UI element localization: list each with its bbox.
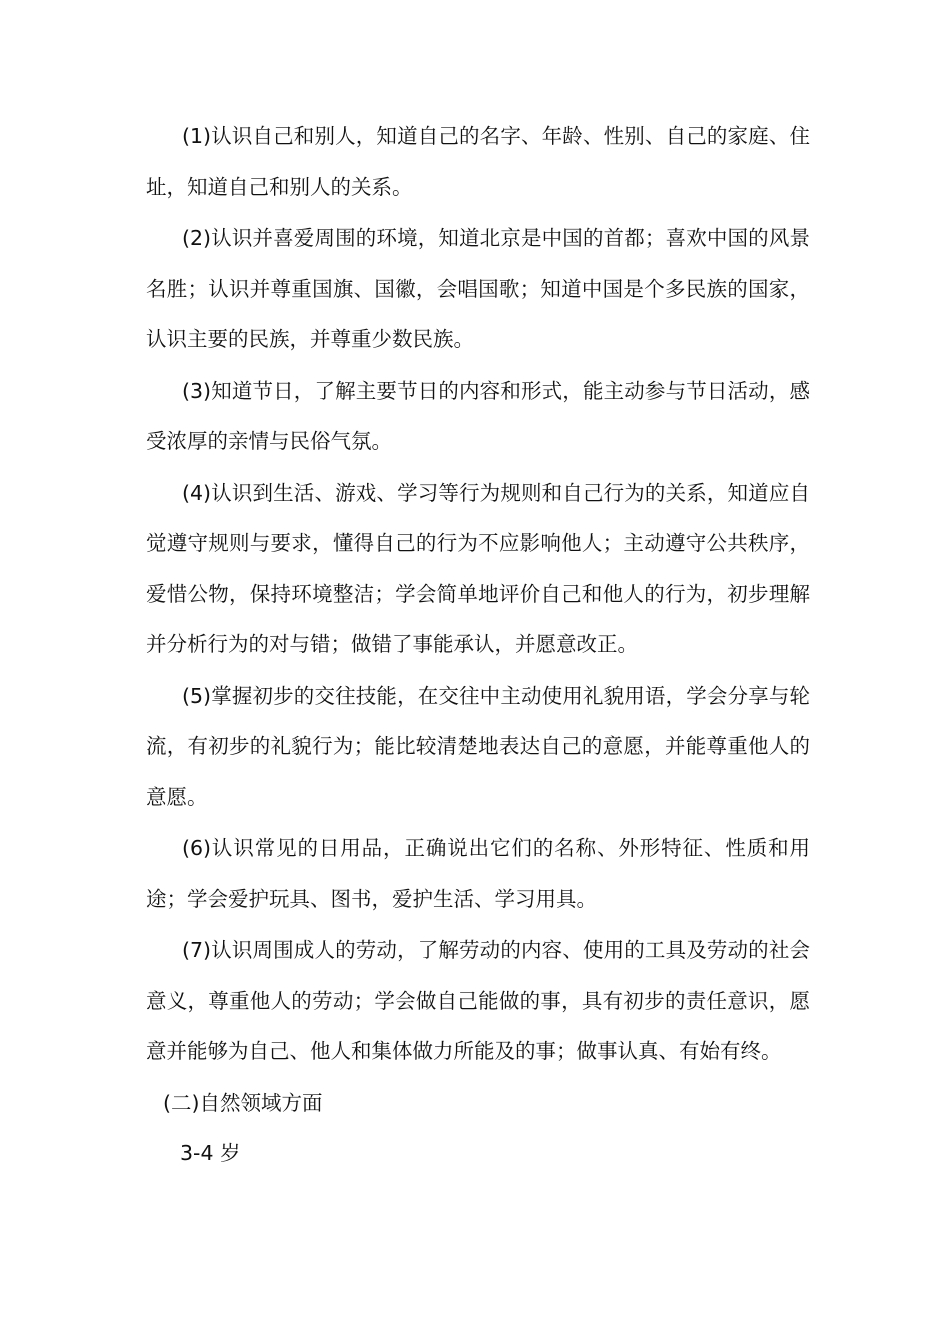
document-body [146, 111, 810, 1179]
paragraph-item-4: (4)认识到生活、游戏、学习等行为规则和自己行为的关系，知道应自觉遵守规则与要求，懂得自己的行为不应影响他人；主动遵守公共秩序，爱惜公物，保持环境整洁；学会简单地评价自己和他人的行为，初步理解并分析行为的对与错；做错了事能承认，并愿意改正。 [146, 480, 810, 656]
paragraph-item-5: (5)掌握初步的交往技能，在交往中主动使用礼貌用语，学会分享与轮流，有初步的礼貌行为；能比较清楚地表达自己的意愿，并能尊重他人的意愿。 [146, 683, 810, 809]
paragraph-item-2: (2)认识并喜爱周围的环境，知道北京是中国的首都；喜欢中国的风景名胜；认识并尊重国旗、国徽，会唱国歌；知道中国是个多民族的国家，认识主要的民族，并尊重少数民族。 [146, 226, 810, 351]
paragraph-item-7: (7)认识周围成人的劳动，了解劳动的内容、使用的工具及劳动的社会意义，尊重他人的劳动；学会做自己能做的事，具有初步的责任意识，愿意并能够为自己、他人和集体做力所能及的事；做事认真、有始有终。 [146, 938, 810, 1063]
paragraph-item-6: (6)认识常见的日用品，正确说出它们的名称、外形特征、性质和用途；学会爱护玩具、图书，爱护生活、学习用具。 [146, 836, 810, 911]
section-heading: (二)自然领域方面 [163, 1090, 323, 1115]
paragraph-item-3: (3)知道节日，了解主要节日的内容和形式，能主动参与节日活动，感受浓厚的亲情与民俗气氛。 [146, 378, 810, 453]
age-group-heading: 3-4 岁 [180, 1141, 241, 1165]
paragraph-item-1: (1)认识自己和别人，知道自己的名字、年龄、性别、自己的家庭、住址，知道自己和别人的关系。 [146, 124, 810, 199]
